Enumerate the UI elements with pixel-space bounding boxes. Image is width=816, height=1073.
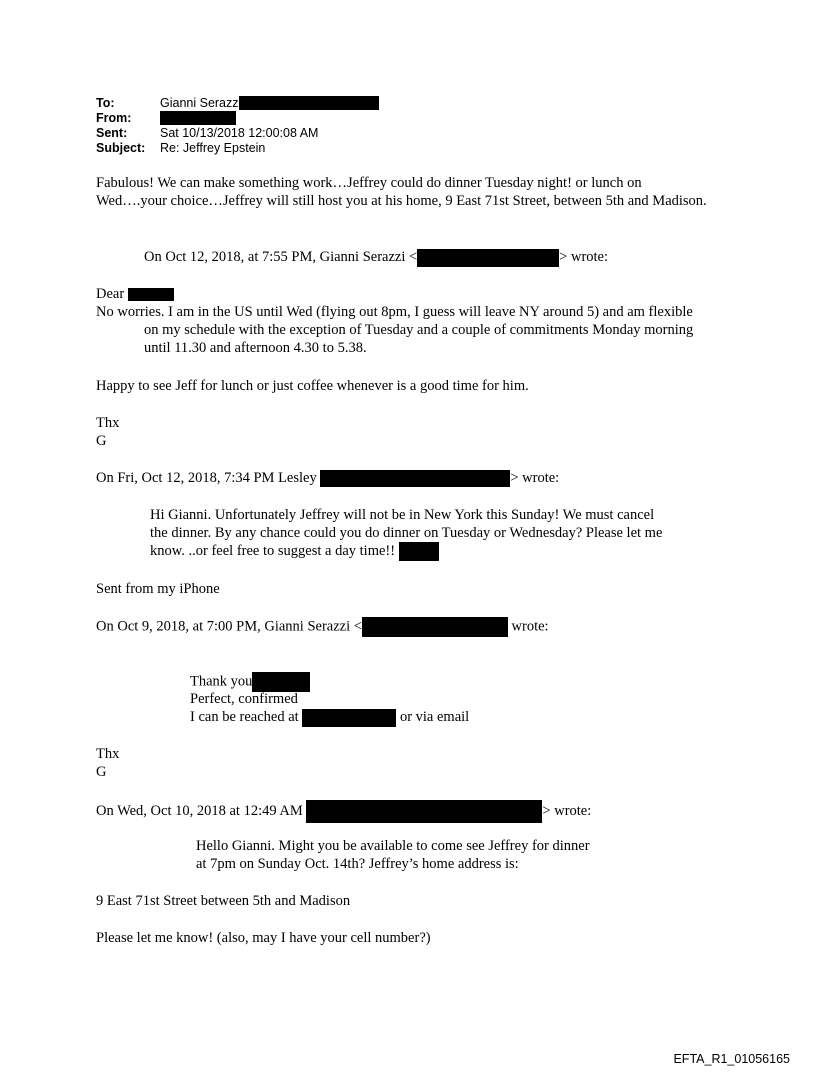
email-header <box>96 96 379 156</box>
signoff-initial: G <box>96 433 107 449</box>
redaction-box <box>252 672 310 692</box>
quote-header <box>96 617 549 637</box>
signoff-text: Thx <box>96 415 120 431</box>
redaction-box <box>399 542 439 561</box>
quote-header-text: > wrote: <box>542 802 592 819</box>
signoff-initial: G <box>96 764 107 780</box>
document-id: EFTA_R1_01056165 <box>673 1052 790 1066</box>
redaction-box <box>302 709 396 727</box>
to-value: Gianni Serazz <box>160 96 239 110</box>
address-line: 9 East 71st Street between 5th and Madison <box>96 893 351 909</box>
quoted-message <box>150 506 670 561</box>
sent-row <box>96 126 379 141</box>
redaction-box <box>320 470 510 487</box>
salutation <box>96 285 174 303</box>
quoted-line <box>190 672 310 692</box>
quoted-line <box>190 708 469 727</box>
redaction-box <box>128 288 174 301</box>
quote-header <box>96 469 559 487</box>
quoted-line: Perfect, confirmed <box>190 691 298 707</box>
quote-header <box>96 800 591 823</box>
from-label: From: <box>96 111 132 125</box>
subject-value: Re: Jeffrey Epstein <box>160 141 266 155</box>
subject-label: Subject: <box>96 141 146 155</box>
to-row <box>96 96 379 111</box>
quote-header-text: On Wed, Oct 10, 2018 at 12:49 AM <box>96 802 303 819</box>
to-label: To: <box>96 96 115 110</box>
quoted-line-text: Thank you <box>190 673 253 690</box>
salutation-text: Dear <box>96 286 125 302</box>
quote-header-text: > wrote: <box>559 249 609 265</box>
quote-header-text: > wrote: <box>510 470 560 486</box>
from-row <box>96 111 379 126</box>
signoff-text: Thx <box>96 746 120 762</box>
quoted-line: Hello Gianni. Might you be available to come see Jeffrey for dinner <box>196 838 590 854</box>
quote-header-text: wrote: <box>511 618 549 635</box>
signature-text: Sent from my iPhone <box>96 581 220 597</box>
redaction-box <box>306 800 542 823</box>
subject-row <box>96 141 379 156</box>
quoted-line-text: or via email <box>399 709 470 725</box>
message-paragraph: Please let me know! (also, may I have your cell number?) <box>96 930 431 946</box>
quoted-message-text: Hi Gianni. Unfortunately Jeffrey will not be in New York this Sunday! We must cancel the dinner. By any chance could you do dinner on Tuesday or Wednesday? Please let me know. ..or feel free to suggest a day time!! <box>150 507 663 559</box>
quoted-line: at 7pm on Sunday Oct. 14th? Jeffrey’s home address is: <box>196 856 519 872</box>
reply-paragraph: Fabulous! We can make something work…Jeffrey could do dinner Tuesday night! or lunch on Wed….your choice…Jeffrey will still host you at his home, 9 East 71st Street, between 5th and Madison. <box>96 175 707 209</box>
redaction-box <box>160 111 236 125</box>
redaction-box <box>239 96 379 110</box>
quoted-line-text: I can be reached at <box>190 709 299 725</box>
redaction-box <box>362 617 508 637</box>
quote-header <box>144 248 608 267</box>
redaction-box <box>417 249 559 267</box>
sent-label: Sent: <box>96 126 128 140</box>
quote-header-text: On Oct 12, 2018, at 7:55 PM, Gianni Serazzi < <box>144 249 418 265</box>
message-paragraph: No worries. I am in the US until Wed (flying out 8pm, I guess will leave NY around 5) and am flexible on my schedule with the exception of Tuesday and a couple of commitments Monday morning until 11.30 and afternoon 4.30 to 5.38. <box>96 304 694 356</box>
sent-value: Sat 10/13/2018 12:00:08 AM <box>160 126 319 140</box>
message-paragraph: Happy to see Jeff for lunch or just coffee whenever is a good time for him. <box>96 378 529 394</box>
quote-header-text: On Oct 9, 2018, at 7:00 PM, Gianni Serazzi < <box>96 618 362 635</box>
quote-header-text: On Fri, Oct 12, 2018, 7:34 PM Lesley <box>96 470 317 486</box>
